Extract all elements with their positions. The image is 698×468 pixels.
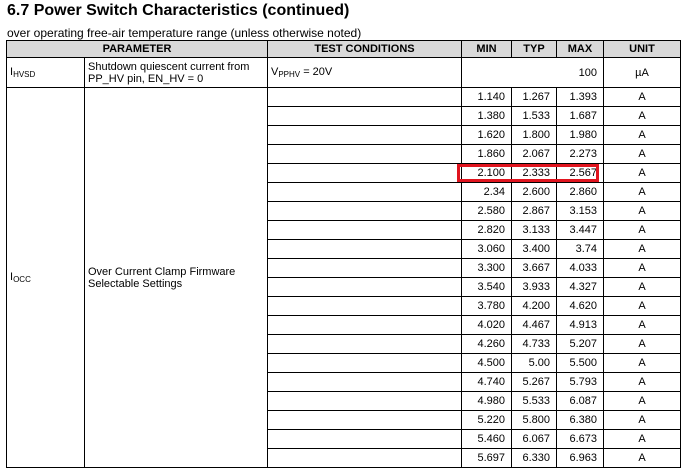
unit-cell: A [604, 278, 681, 297]
min-cell: 3.780 [462, 297, 512, 316]
min-cell: 5.697 [462, 449, 512, 468]
parameter-text: Shutdown quiescent current from PP_HV pin, EN_HV = 0 [88, 60, 250, 85]
typ-cell: 2.067 [512, 145, 557, 164]
condition-cell [268, 297, 462, 316]
min-cell: 1.140 [462, 88, 512, 107]
condition-cell [268, 354, 462, 373]
min-cell: 4.500 [462, 354, 512, 373]
unit-cell: A [604, 126, 681, 145]
min-cell: 1.380 [462, 107, 512, 126]
unit-cell: A [604, 335, 681, 354]
max-cell: 5.793 [557, 373, 604, 392]
typ-cell: 2.333 [512, 164, 557, 183]
header-test-conditions: TEST CONDITIONS [268, 41, 462, 58]
unit-cell: A [604, 221, 681, 240]
section-subtitle: over operating free-air temperature range (unless otherwise noted) [7, 26, 362, 40]
unit-cell: A [604, 449, 681, 468]
header-max: MAX [557, 41, 604, 58]
typ-cell: 4.733 [512, 335, 557, 354]
max-cell: 3.74 [557, 240, 604, 259]
unit-cell: A [604, 145, 681, 164]
max-cell: 6.673 [557, 430, 604, 449]
condition-cell [268, 202, 462, 221]
max-cell: 6.963 [557, 449, 604, 468]
max-cell: 5.207 [557, 335, 604, 354]
max-cell: 100 [462, 58, 604, 88]
condition-cell [268, 373, 462, 392]
min-cell: 2.34 [462, 183, 512, 202]
condition-main: V [271, 66, 279, 78]
max-cell: 6.087 [557, 392, 604, 411]
symbol-main: I [10, 66, 14, 78]
table-row [7, 88, 681, 107]
max-cell: 3.153 [557, 202, 604, 221]
unit-cell: A [604, 316, 681, 335]
unit-cell: A [604, 107, 681, 126]
min-cell: 3.540 [462, 278, 512, 297]
min-cell: 2.820 [462, 221, 512, 240]
condition-cell [268, 107, 462, 126]
max-cell: 2.273 [557, 145, 604, 164]
parameter-cell [85, 58, 268, 88]
max-cell: 4.033 [557, 259, 604, 278]
occ-parameter-cell [85, 88, 268, 468]
min-cell: 1.860 [462, 145, 512, 164]
unit-cell: A [604, 164, 681, 183]
max-cell: 4.913 [557, 316, 604, 335]
unit-cell: A [604, 411, 681, 430]
unit-cell: A [604, 392, 681, 411]
unit-cell: A [604, 297, 681, 316]
unit-cell: A [604, 202, 681, 221]
condition-cell [268, 240, 462, 259]
typ-cell: 3.400 [512, 240, 557, 259]
condition-cell [268, 335, 462, 354]
min-cell: 4.980 [462, 392, 512, 411]
condition-cell [268, 278, 462, 297]
min-cell: 4.260 [462, 335, 512, 354]
unit-cell: µA [604, 58, 681, 88]
condition-cell [268, 259, 462, 278]
min-cell: 4.020 [462, 316, 512, 335]
typ-cell: 1.267 [512, 88, 557, 107]
condition-cell [268, 411, 462, 430]
typ-cell: 1.533 [512, 107, 557, 126]
unit-cell: A [604, 88, 681, 107]
typ-cell: 1.800 [512, 126, 557, 145]
header-row [7, 41, 681, 58]
max-cell: 1.687 [557, 107, 604, 126]
condition-cell [268, 392, 462, 411]
table-row-hvsd [7, 58, 681, 88]
min-cell: 5.460 [462, 430, 512, 449]
typ-cell: 2.867 [512, 202, 557, 221]
min-cell: 4.740 [462, 373, 512, 392]
min-cell: 1.620 [462, 126, 512, 145]
unit-cell: A [604, 373, 681, 392]
symbol-subscript: HVSD [13, 70, 36, 79]
max-cell: 4.620 [557, 297, 604, 316]
typ-cell: 5.267 [512, 373, 557, 392]
unit-cell: A [604, 183, 681, 202]
typ-cell: 6.330 [512, 449, 557, 468]
condition-cell [268, 126, 462, 145]
condition-cell [268, 88, 462, 107]
occ-symbol-main: I [10, 271, 14, 283]
max-cell: 2.567 [557, 164, 604, 183]
typ-cell: 3.667 [512, 259, 557, 278]
typ-cell: 5.800 [512, 411, 557, 430]
condition-cell [268, 430, 462, 449]
condition-rest: = 20V [300, 66, 333, 78]
min-cell: 5.220 [462, 411, 512, 430]
max-cell: 3.447 [557, 221, 604, 240]
occ-parameter-text: Over Current Clamp Firmware Selectable Settings [88, 265, 236, 290]
unit-cell: A [604, 240, 681, 259]
max-cell: 1.980 [557, 126, 604, 145]
symbol-cell [7, 58, 85, 88]
typ-cell: 3.133 [512, 221, 557, 240]
header-typ: TYP [512, 41, 557, 58]
max-cell: 2.860 [557, 183, 604, 202]
max-cell: 6.380 [557, 411, 604, 430]
max-cell: 1.393 [557, 88, 604, 107]
min-cell: 3.300 [462, 259, 512, 278]
typ-cell: 3.933 [512, 278, 557, 297]
typ-cell: 6.067 [512, 430, 557, 449]
typ-cell: 5.00 [512, 354, 557, 373]
header-min: MIN [462, 41, 512, 58]
condition-cell [268, 145, 462, 164]
condition-cell [268, 221, 462, 240]
min-cell: 2.580 [462, 202, 512, 221]
condition-cell [268, 183, 462, 202]
typ-cell: 4.200 [512, 297, 557, 316]
unit-cell: A [604, 259, 681, 278]
header-parameter: PARAMETER [7, 41, 268, 58]
min-cell: 2.100 [462, 164, 512, 183]
min-cell: 3.060 [462, 240, 512, 259]
occ-symbol-subscript: OCC [13, 275, 31, 284]
condition-subscript: PPHV [278, 70, 301, 79]
condition-cell [268, 58, 462, 88]
max-cell: 5.500 [557, 354, 604, 373]
typ-cell: 2.600 [512, 183, 557, 202]
unit-cell: A [604, 430, 681, 449]
occ-symbol-cell [7, 88, 85, 468]
condition-cell [268, 449, 462, 468]
section-title: 6.7 Power Switch Characteristics (continued) [7, 2, 350, 19]
header-unit: UNIT [604, 41, 681, 58]
condition-cell [268, 316, 462, 335]
max-cell: 4.327 [557, 278, 604, 297]
typ-cell: 5.533 [512, 392, 557, 411]
unit-cell: A [604, 354, 681, 373]
condition-cell [268, 164, 462, 183]
power-switch-table [6, 40, 681, 468]
typ-cell: 4.467 [512, 316, 557, 335]
